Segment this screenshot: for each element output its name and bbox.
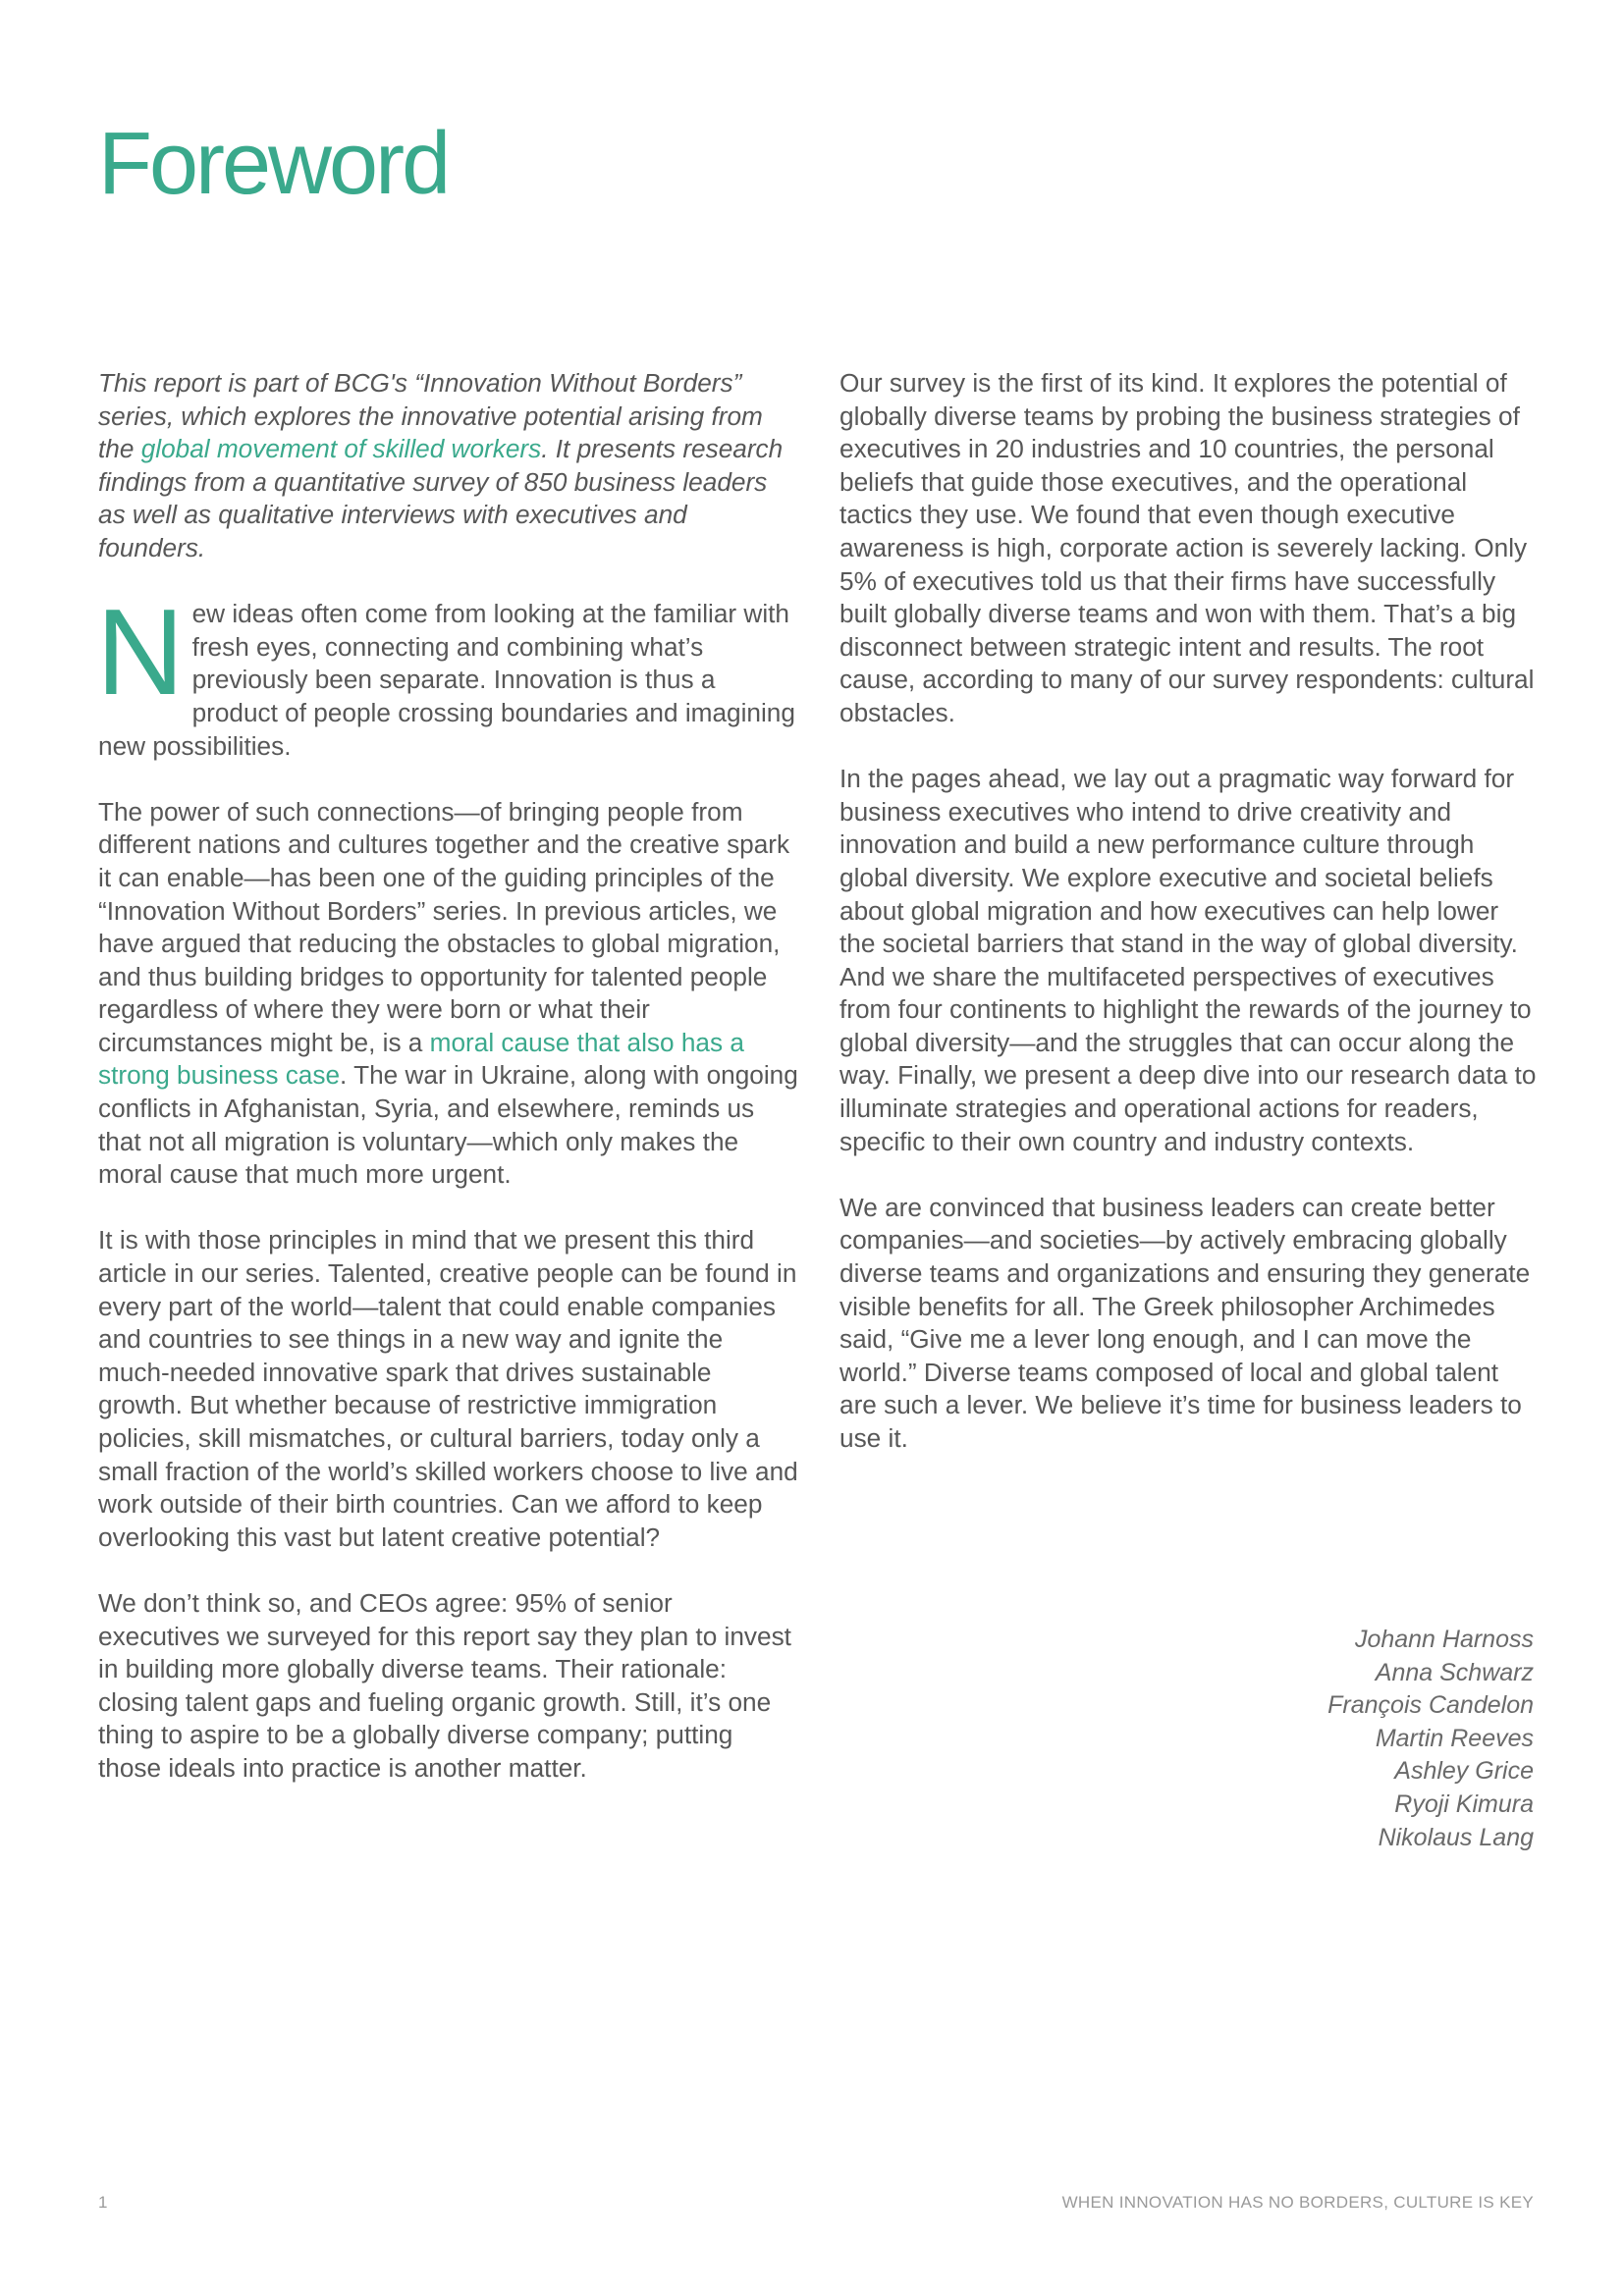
principles-paragraph: It is with those principles in mind that we present this third article in our series. Talented, creative people can be found in every part of the world—talent that could enable companies and countries to see things in a new way and ignite the much-needed innovative spark that drives sustainable growth. But whether because of restrictive immigration policies, skill mismatches, or cultural barriers, today only a small fraction of the world’s skilled workers choose to live and work outside of their birth countries. Can we afford to keep overlooking this vast but latent creative potential?: [98, 1225, 798, 1552]
author-name: Johann Harnoss: [1354, 1626, 1534, 1653]
drop-cap: N: [96, 585, 185, 721]
intro-paragraph: [98, 367, 798, 565]
moral-cause-link[interactable]: moral cause that also has a strong business case: [98, 1027, 744, 1091]
running-title: WHEN INNOVATION HAS NO BORDERS, CULTURE IS KEY: [1061, 2193, 1534, 2212]
intro-text-end: . It presents research findings from a quantitative survey of 850 business leaders as well as qualitative interviews with executives and founders.: [98, 434, 784, 562]
opening-paragraph: [96, 585, 798, 763]
author-name: Anna Schwarz: [1375, 1658, 1534, 1686]
author-name: François Candelon: [1327, 1691, 1534, 1720]
connections-paragraph: [98, 796, 798, 1192]
page-number: 1: [98, 2193, 108, 2212]
skilled-workers-link[interactable]: global movement of skilled workers: [140, 434, 542, 464]
connections-text-end: . The war in Ukraine, along with ongoing conflicts in Afghanistan, Syria, and elsewhere, reminds us that not all migration is voluntary—which only makes the moral cause that much more urgent.: [98, 1060, 798, 1190]
survey-paragraph: Our survey is the first of its kind. It explores the potential of globally diverse teams by probing the business strategies of executives in 20 industries and 10 countries, the personal beliefs that guide those executives, and the operational tactics they use. We found that even though executive awareness is high, corporate action is severely lacking. Only 5% of executives told us that their firms have successfully built globally diverse teams and won with them. That’s a big disconnect between strategic intent and results. The root cause, according to many of our survey respondents: cultural obstacles.: [839, 368, 1535, 727]
author-name: Nikolaus Lang: [1378, 1823, 1534, 1851]
intro-text: This report is part of BCG's “Innovation Without Borders” series, which explores the innovative potential arising from the: [98, 368, 763, 464]
connections-text: The power of such connections—of bringing people from different nations and cultures together and the creative spark it can enable—has been one of the guiding principles of the “Innovation Without Borders” series. In previous articles, we have argued that reducing the obstacles to global migration, and thus building bridges to opportunity for talented people regardless of where they were born or what their circumstances might be, is a: [98, 796, 790, 1057]
left-column: [98, 367, 798, 1818]
author-name: Ashley Grice: [1394, 1757, 1534, 1786]
page-title: Foreword: [98, 115, 449, 213]
author-name: Martin Reeves: [1375, 1724, 1534, 1752]
ceos-paragraph: We don’t think so, and CEOs agree: 95% of senior executives we surveyed for this report say they plan to invest in building more globally diverse teams. Their rationale: closing talent gaps and fueling organic growth. Still, it’s one thing to aspire to be a globally diverse company; putting those ideals into practice is another matter.: [98, 1587, 791, 1783]
pages-ahead-paragraph: In the pages ahead, we lay out a pragmatic way forward for business executives who intend to drive creativity and innovation and build a new performance culture through global diversity. We explore executive and societal beliefs about global migration and how executives can help lower the societal barriers that stand in the way of global diversity. And we share the multifaceted perspectives of executives from four continents to highlight the rewards of the journey to global diversity—and the struggles that can occur along the way. Finally, we present a deep dive into our research data to illuminate strategies and operational actions for readers, specific to their own country and industry contexts.: [839, 764, 1537, 1156]
author-list: [1327, 1624, 1534, 1854]
right-column: [839, 367, 1540, 1488]
conviction-paragraph: We are convinced that business leaders can create better companies—and societies—by actively embracing globally diverse teams and organizations and ensuring they generate visible benefits for all. The Greek philosopher Archimedes said, “Give me a lever long enough, and I can move the world.” Diverse teams composed of local and global talent are such a lever. We believe it’s time for business leaders to use it.: [839, 1192, 1531, 1453]
opening-text: ew ideas often come from looking at the familiar with fresh eyes, connecting and combining what’s previously been separate. Innovation is thus a product of people crossing boundaries and imagining new possibilities.: [98, 599, 795, 761]
author-name: Ryoji Kimura: [1394, 1789, 1534, 1818]
